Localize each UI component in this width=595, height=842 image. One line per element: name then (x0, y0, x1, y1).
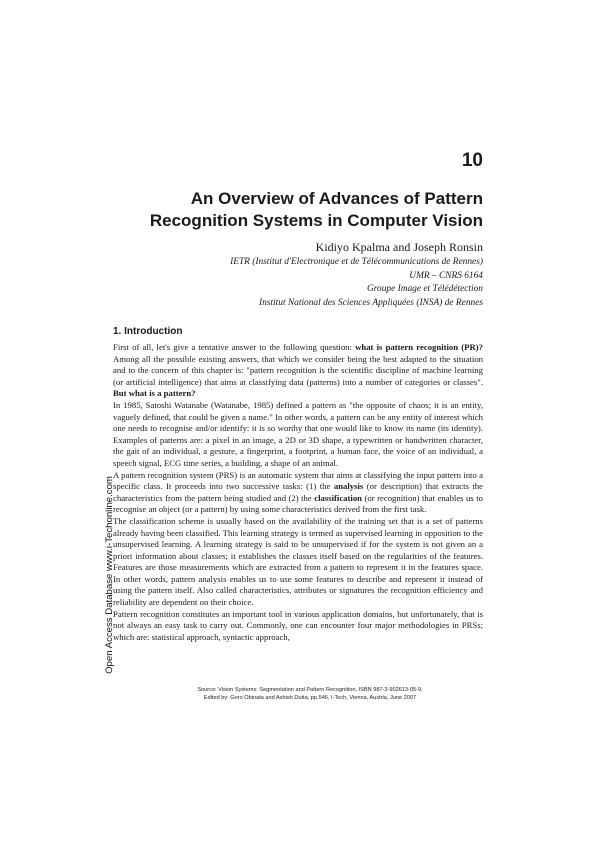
paragraph (113, 470, 483, 516)
text-run: A pattern recognition system (PRS) is an automatic system that aims at classifying the input pattern into a specific class. It proceeds into two successive tasks: (1) the (113, 469, 483, 492)
paragraph (113, 342, 483, 400)
bold-term: analysis (333, 481, 364, 492)
section-heading: 1. Introduction (113, 326, 183, 337)
bold-term: classification (314, 492, 363, 503)
bold-question: what is pattern recognition (PR)? (355, 342, 483, 352)
affiliation-line: Groupe Image et Télédétection (366, 284, 483, 295)
paragraph: The classification scheme is usually based on the availability of the training set that is a set of patterns already having been classified. This learning strategy is termed as supervised learning in opposition to the unsupervised learning. A learning strategy is said to be unsupervised if for the system is not given an a priori information about classes; it establishes the classes itself based on the regularities of the features. Features are those measurements which are extracted from a pattern to represent it in the features space. In other words, pattern analysis enables us to use some features to describe and represent it instead of using the pattern itself. Also called characteristics, attributes or signatures the recognition efficiency and reliability are dependent on their choice. (113, 515, 483, 608)
text-run: Among all the possible existing answers, that which we consider being the best adapted to the situation and to the concern of this chapter is: "pattern recognition is the scientific discipline of machine learning (or artificial intelligence) that aims at classifying data (patterns) into a number of categories or classes". (113, 353, 483, 387)
chapter-title (123, 188, 483, 232)
bold-question: But what is a pattern? (113, 388, 196, 399)
text-run: First of all, let's give a tentative answer to the following question: (113, 342, 356, 352)
affiliation-line: UMR – CNRS 6164 (409, 270, 483, 281)
source-line: Source: Vision Systems: Segmentation and Pattern Recognition, ISBN 987-3-902613-05-9, (197, 687, 423, 693)
text-run: (or recognition) that enables us to recognise an object (or a pattern) by using some characteristics derived from the first task. (113, 492, 483, 515)
affiliations (103, 256, 483, 310)
sidebar-text: Open Access Database www.i-Techonline.com (104, 476, 115, 674)
paragraph: Pattern recognition constitutes an important tool in various application domains, but unfortunately, that is not always an easy task to carry out. Commonly, one can encounter four major methodologies in PRSs; which are: statistical approach, syntactic approach, (113, 608, 483, 642)
body-text (113, 342, 483, 643)
chapter-title-line-1: An Overview of Advances of Pattern (190, 189, 483, 208)
authors: Kidiyo Kpalma and Joseph Ronsin (315, 240, 483, 254)
affiliation-line: IETR (Institut d'Electronique et de Télécommunications de Rennes) (230, 257, 483, 267)
chapter-number: 10 (461, 150, 483, 171)
source-footnote (160, 686, 460, 702)
affiliation-line: Institut National des Sciences Appliquées (INSA) de Rennes (259, 297, 483, 308)
chapter-title-line-2: Recognition Systems in Computer Vision (149, 211, 483, 230)
source-line: Edited by: Goro Obinata and Ashish Dutta, pp.546, I-Tech, Vienna, Austria, June 2007 (203, 695, 417, 701)
paragraph: In 1985, Satoshi Watanabe (Watanabe, 1985) defined a pattern as "the opposite of chaos; it is an entity, vaguely defined, that could be given a name." In other words, a pattern can be any entity of interest which one needs to recognise and/or identify: it is so worthy that one would like to know its name (its identity). Examples of patterns are: a pixel in an image, a 2D or 3D shape, a typewritten or handwritten character, the gait of an individual, a gesture, a fingerprint, a footprint, a human face, the voice of an individual, a speech signal, ECG time series, a building, a shape of an animal. (113, 399, 483, 468)
text-run: (or description) that extracts the characteristics from the pattern being studied and (2) the (113, 481, 483, 503)
